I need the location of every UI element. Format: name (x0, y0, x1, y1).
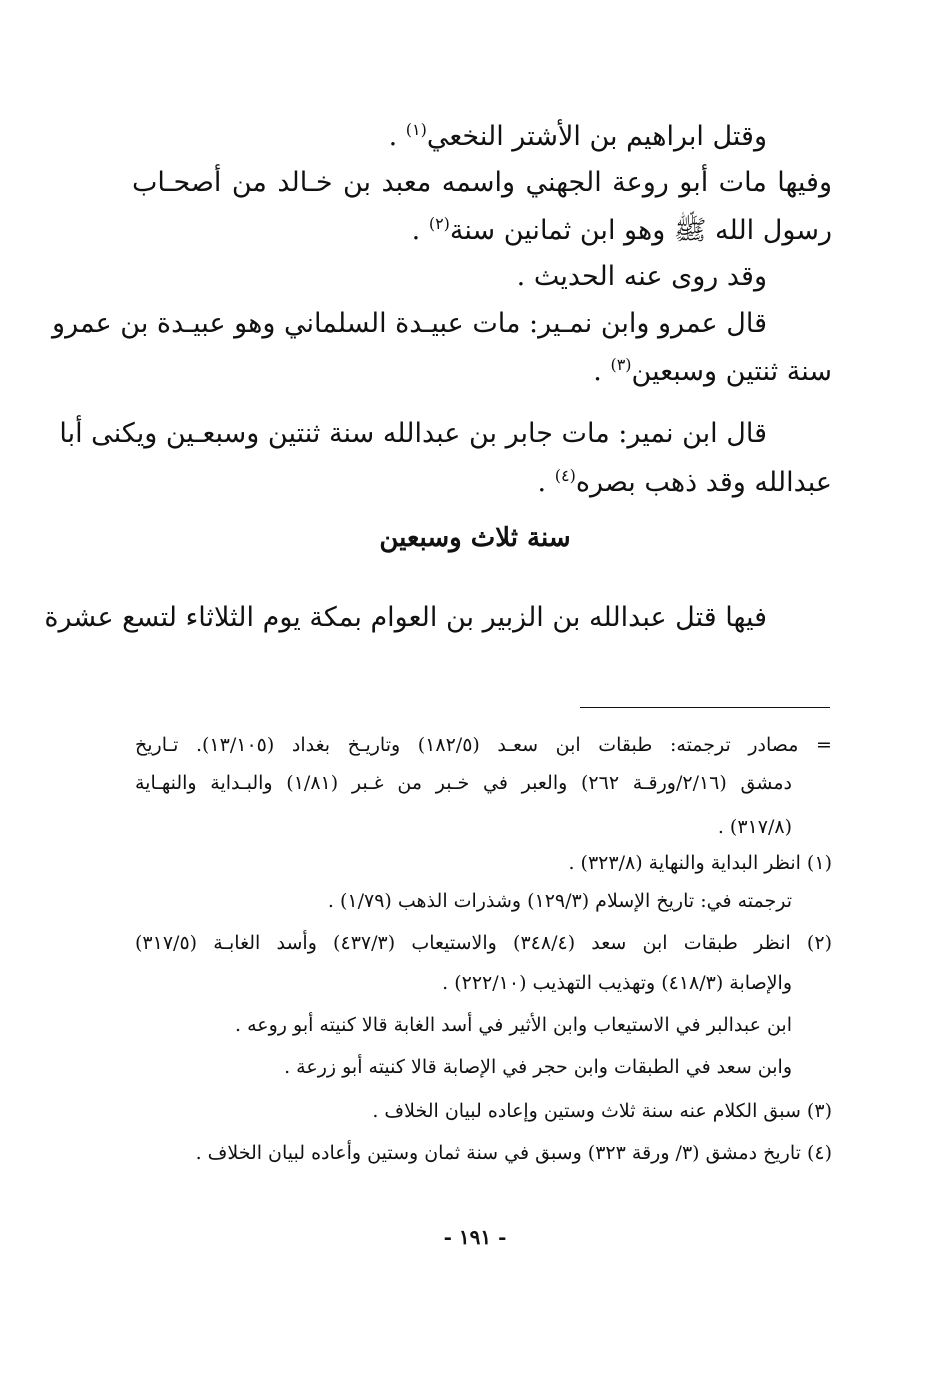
footnote-line: (٣) سبق الكلام عنه سنة ثلاث وستين وإعاده لبيان الخلاف . (372, 1100, 832, 1122)
main-line: قال ابن نمير: مات جابر بن عبدالله سنة ثنتين وسبعـين ويكنى أبا (59, 418, 767, 449)
main-line: فيها قتل عبدالله بن الزبير بن العوام بمكة يوم الثلاثاء لتسع عشرة (44, 602, 767, 633)
footnote-line: ترجمته في: تاريخ الإسلام (١٢٩/٣) وشذرات الذهب (١/٧٩) . (327, 890, 792, 912)
main-line: عبدالله وقد ذهب بصره$^{(٤)}$ . (537, 466, 832, 498)
main-line: وفيها مات أبو روعة الجهني واسمه معبد بن خـالد من أصحـاب (132, 167, 832, 198)
footnote-line: (٣١٧/٨) . (717, 816, 792, 838)
footnote-marker: (٣) (610, 355, 632, 374)
footnote-line: (٤) تاريخ دمشق (٣/ ورقة ٣٢٣) وسبق في سنة ثمان وستين وأعاده لبيان الخلاف . (195, 1142, 832, 1164)
footnote-divider (580, 707, 830, 708)
main-line: وقد روى عنه الحديث . (516, 261, 767, 292)
main-text (44, 0, 832, 660)
footnote-line: وابن سعد في الطبقات وابن حجر في الإصابة قالا كنيته أبو زرعة . (284, 1056, 792, 1078)
footnote-marker: (١) (405, 120, 427, 139)
main-line: رسول الله ﷺ وهو ابن ثمانين سنة$^{(٢)}$ . (411, 214, 832, 246)
footnote-line: دمشق (٢/١٦/ورقـة ٢٦٢) والعبر في خـبر من غـبر (١/٨١) والبـداية والنهـاية (135, 772, 792, 794)
main-line: قال عمرو وابن نمـير: مات عبيـدة السلماني وهو عبيـدة بن عمرو (52, 308, 767, 339)
page-number: - ١٩١ - (443, 1225, 507, 1249)
footnote-line: (٢) انظر طبقات ابن سعد (٣٤٨/٤) والاستيعاب (٤٣٧/٣) وأسد الغابـة (٣١٧/٥) (135, 932, 832, 954)
main-line: وقتل ابراهيم بن الأشتر النخعي$^{(١)}$ . (388, 120, 767, 152)
footnote-line: ابن عبدالبر في الاستيعاب وابن الأثير في أسد الغابة قالا كنيته أبو روعه . (235, 1014, 792, 1036)
footnote-line: = مصادر ترجمته: طبقات ابن سعـد (١٨٢/٥) وتاريـخ بغداد (١٣/١٠٥). تـاريخ (135, 734, 832, 756)
footnote-marker: (٢) (428, 214, 450, 233)
footnote-line: والإصابة (٤١٨/٣) وتهذيب التهذيب (٢٢٢/١٠) . (442, 972, 792, 994)
footnote-marker: (٤) (554, 466, 576, 485)
section-heading: سنة ثلاث وسبعين (379, 523, 571, 553)
footnote-line: (١) انظر البداية والنهاية (٣٢٣/٨) . (568, 852, 832, 874)
main-line: سنة ثنتين وسبعين$^{(٣)}$ . (593, 355, 832, 387)
